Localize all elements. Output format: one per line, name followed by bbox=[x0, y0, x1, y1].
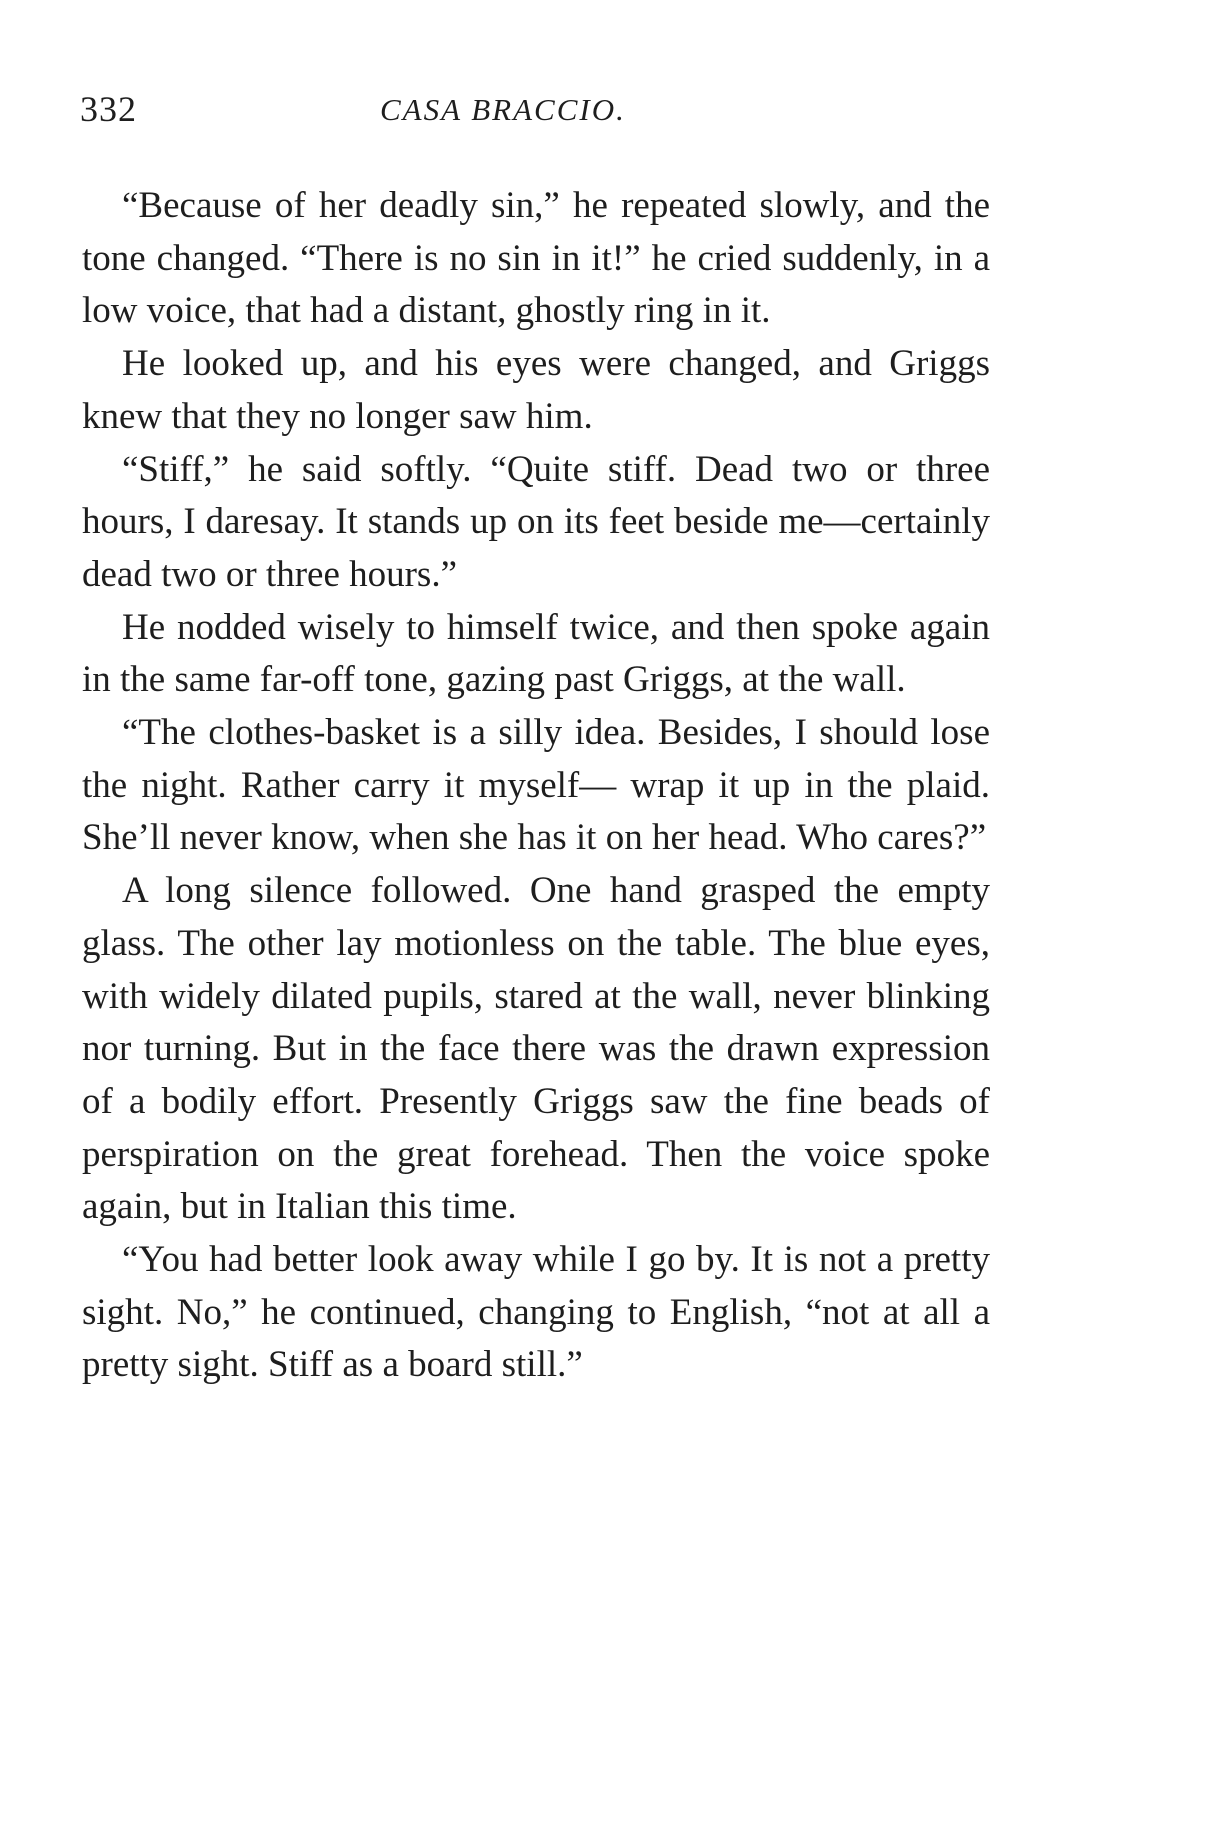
paragraph: He looked up, and his eyes were changed, and Griggs knew that they no longer saw him. bbox=[82, 343, 990, 437]
paragraph: A long silence followed. One hand grasped the empty glass. The other lay motionless on the table. The blue eyes, with widely dilated pupils, stared at the wall, never blinking nor turning. But in the face there was the drawn expression of a bodily effort. Presently Griggs saw the fine beads of perspiration on the great forehead. Then the voice spoke again, but in Italian this time. bbox=[82, 870, 990, 1228]
body-text bbox=[82, 180, 990, 1392]
paragraph: “The clothes-basket is a silly idea. Besides, I should lose the night. Rather carry it myself— wrap it up in the plaid. She’ll never know, when she has it on her head. Who cares?” bbox=[82, 712, 990, 859]
paragraph: “Because of her deadly sin,” he repeated slowly, and the tone changed. “There is no sin in it!” he cried suddenly, in a low voice, that had a distant, ghostly ring in it. bbox=[82, 185, 990, 332]
paragraph: He nodded wisely to himself twice, and then spoke again in the same far-off tone, gazing past Griggs, at the wall. bbox=[82, 606, 990, 701]
paragraph: “You had better look away while I go by. It is not a pretty sight. No,” he continued, changing to English, “not at all a pretty sight. Stiff as a board still.” bbox=[82, 1239, 990, 1386]
paragraph: “Stiff,” he said softly. “Quite stiff. Dead two or three hours, I daresay. It stands up on its feet beside me—certainly dead two or three hours.” bbox=[82, 448, 990, 595]
page-header bbox=[80, 88, 990, 138]
page-number: 332 bbox=[80, 89, 137, 129]
running-title: CASA BRACCIO. bbox=[380, 92, 626, 127]
